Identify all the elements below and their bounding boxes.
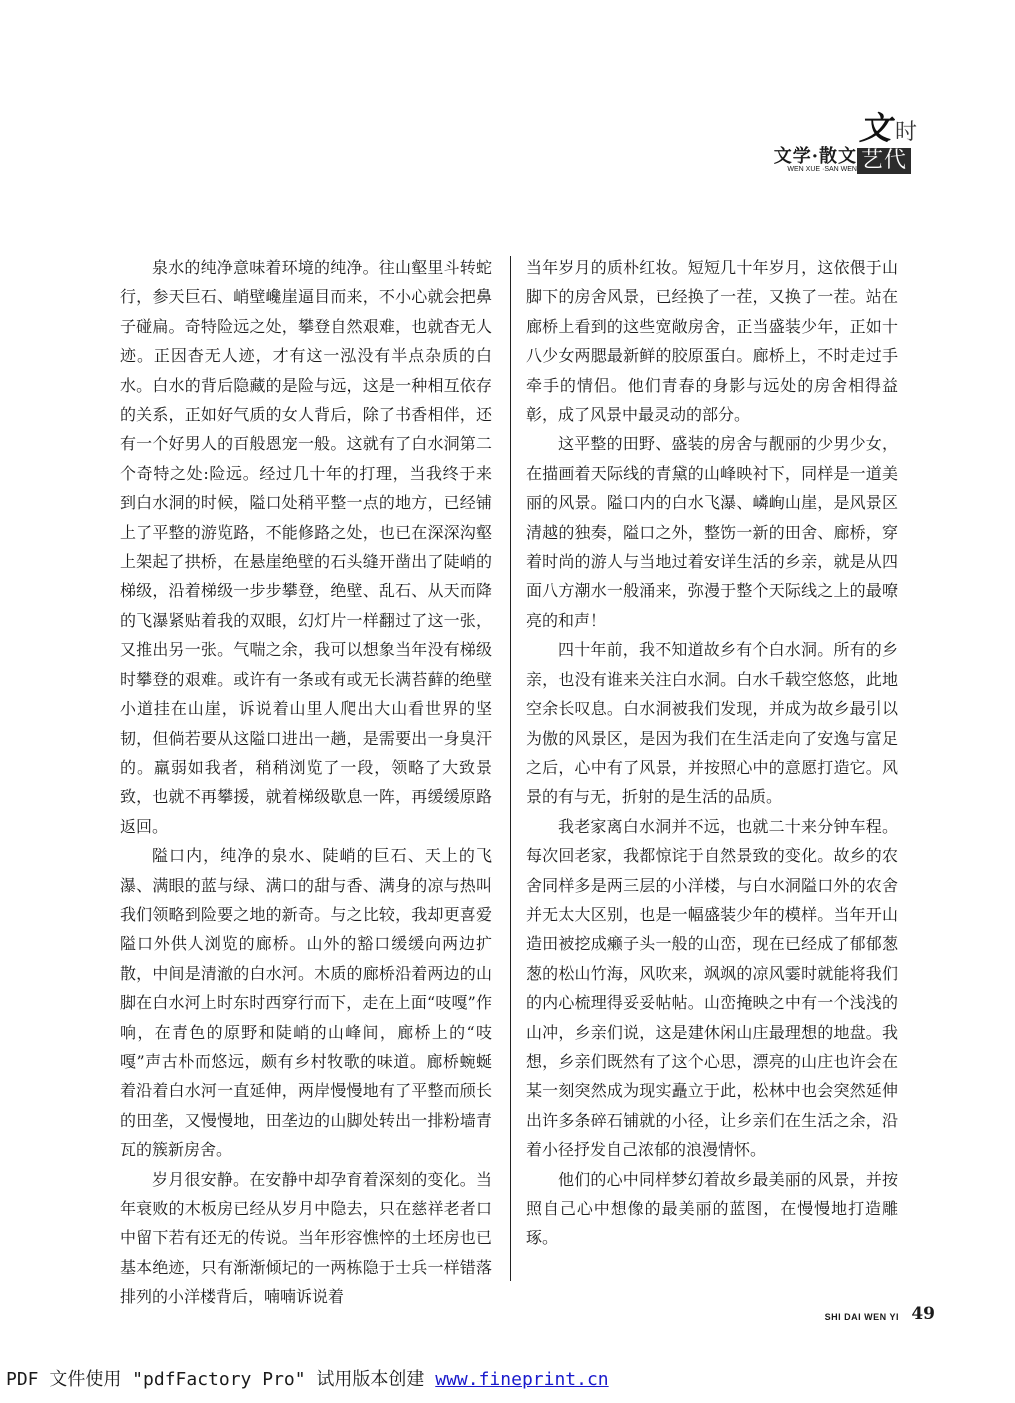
fineprint-link[interactable]: www.fineprint.cn [435,1369,609,1390]
publication-name: SHI DAI WEN YI [824,1312,899,1322]
logo-char-shi: 时 [894,120,917,145]
page-number: 49 [911,1304,935,1324]
paragraph: 岁月很安静。在安静中却孕育着深刻的变化。当年衰败的木板房已经从岁月中隐去，只在慈祥老者口中留下若有还无的传说。当年形容憔悴的土坯房也已基本绝迹，只有渐渐倾圮的一两栋隐于士兵一样错落排列的小洋楼背后，喃喃诉说着 [120,1169,492,1307]
left-column [120,253,492,1312]
magazine-logo [857,109,919,176]
section-title: 文学·散文 [773,146,857,167]
pdf-notice-text: PDF 文件使用 "pdfFactory Pro" 试用版本创建 [6,1369,436,1390]
column-divider [510,256,511,1281]
logo-char-wen: 文 [859,109,892,147]
right-column [526,253,898,1253]
paragraph: 我老家离白水洞并不远，也就二十来分钟车程。每次回老家，我都惊诧于自然景致的变化。故乡的农舍同样多是两三层的小洋楼，与白水洞隘口外的农舍并无太大区别，也是一幅盛装少年的模样。当年开山造田被挖成癞子头一般的山峦，现在已经成了郁郁葱葱的松山竹海，风吹来，飒飒的凉风霎时就能将我们的内心梳理得妥妥帖帖。山峦掩映之中有一个浅浅的山冲，乡亲们说，这是建休闲山庄最理想的地盘。我想，乡亲们既然有了这个心思，漂亮的山庄也许会在某一刻突然成为现实矗立于此，松林中也会突然延伸出许多条碎石铺就的小径，让乡亲们在生活之余，沿着小径抒发自己浓郁的浪漫情怀。 [526,816,898,1160]
logo-chars-yishu: 艺代 [857,148,911,174]
paragraph: 泉水的纯净意味着环境的纯净。往山壑里斗转蛇行，参天巨石、峭壁巉崖逼目而来，不小心就会把鼻子碰扁。奇特险远之处，攀登自然艰难，也就杳无人迹。正因杳无人迹，才有这一泓没有半点杂质的白水。白水的背后隐藏的是险与远，这是一种相互依存的关系，正如好气质的女人背后，除了书香相伴，还有一个好男人的百般恩宠一般。这就有了白水洞第二个奇特之处:险远。经过几十年的打理，当我终于来到白水洞的时候，隘口处稍平整一点的地方，已经铺上了平整的游览路，不能修路之处，也已在深深沟壑上架起了拱桥，在悬崖绝壁的石头缝开凿出了陡峭的梯级，沿着梯级一步步攀登，绝壁、乱石、从天而降的飞瀑紧贴着我的双眼，幻灯片一样翻过了这一张，又推出另一张。气喘之余，我可以想象当年没有梯级时攀登的艰难。或许有一条或有或无长满苔藓的绝壁小道挂在山崖，诉说着山里人爬出大山看世界的坚韧，但倘若要从这隘口进出一趟，是需要出一身臭汗的。羸弱如我者，稍稍浏览了一段，领略了大致景致，也就不再攀援，就着梯级歇息一阵，再缓缓原路返回。 [120,258,492,836]
pdf-creator-notice [6,1365,609,1391]
paragraph: 四十年前，我不知道故乡有个白水洞。所有的乡亲，也没有谁来关注白水洞。白水千载空悠悠，此地空余长叹息。白水洞被我们发现，并成为故乡最引以为傲的风景区，是因为我们在生活走向了安逸与富足之后，心中有了风景，并按照心中的意愿打造它。风景的有与无，折射的是生活的品质。 [526,640,898,807]
section-pinyin: WEN XUE ·SAN WEN [787,166,857,173]
section-header [699,109,919,182]
paragraph: 当年岁月的质朴红妆。短短几十年岁月，这依偎于山脚下的房舍风景，已经换了一茬，又换了一茬。站在廊桥上看到的这些宽敞房舍，正当盛装少年，正如十八少女两腮最新鲜的胶原蛋白。廊桥上，不时走过手牵手的情侣。他们青春的身影与远处的房舍相得益彰，成了风景中最灵动的部分。 [526,258,898,425]
paragraph: 他们的心中同样梦幻着故乡最美丽的风景，并按照自己心中想像的最美丽的蓝图，在慢慢地打造雕琢。 [526,1169,898,1248]
paragraph: 这平整的田野、盛装的房舍与靓丽的少男少女，在描画着天际线的青黛的山峰映衬下，同样是一道美丽的风景。隘口内的白水飞瀑、嶙峋山崖，是风景区清越的独奏，隘口之外，整饬一新的田舍、廊桥，穿着时尚的游人与当地过着安详生活的乡亲，就是从四面八方潮水一般涌来，弥漫于整个天际线之上的最嘹亮的和声！ [526,434,898,630]
paragraph: 隘口内，纯净的泉水、陡峭的巨石、天上的飞瀑、满眼的蓝与绿、满口的甜与香、满身的凉与热叫我们领略到险要之地的新奇。与之比较，我却更喜爱隘口外供人浏览的廊桥。山外的豁口缓缓向两边扩散，中间是清澈的白水河。木质的廊桥沿着两边的山脚在白水河上时东时西穿行而下，走在上面“吱嘎”作响，在青色的原野和陡峭的山峰间，廊桥上的“吱嘎”声古朴而悠远，颇有乡村牧歌的味道。廊桥蜿蜒着沿着白水河一直延伸，两岸慢慢地有了平整而颀长的田垄，又慢慢地，田垄边的山脚处转出一排粉墙青瓦的簇新房舍。 [120,846,492,1160]
